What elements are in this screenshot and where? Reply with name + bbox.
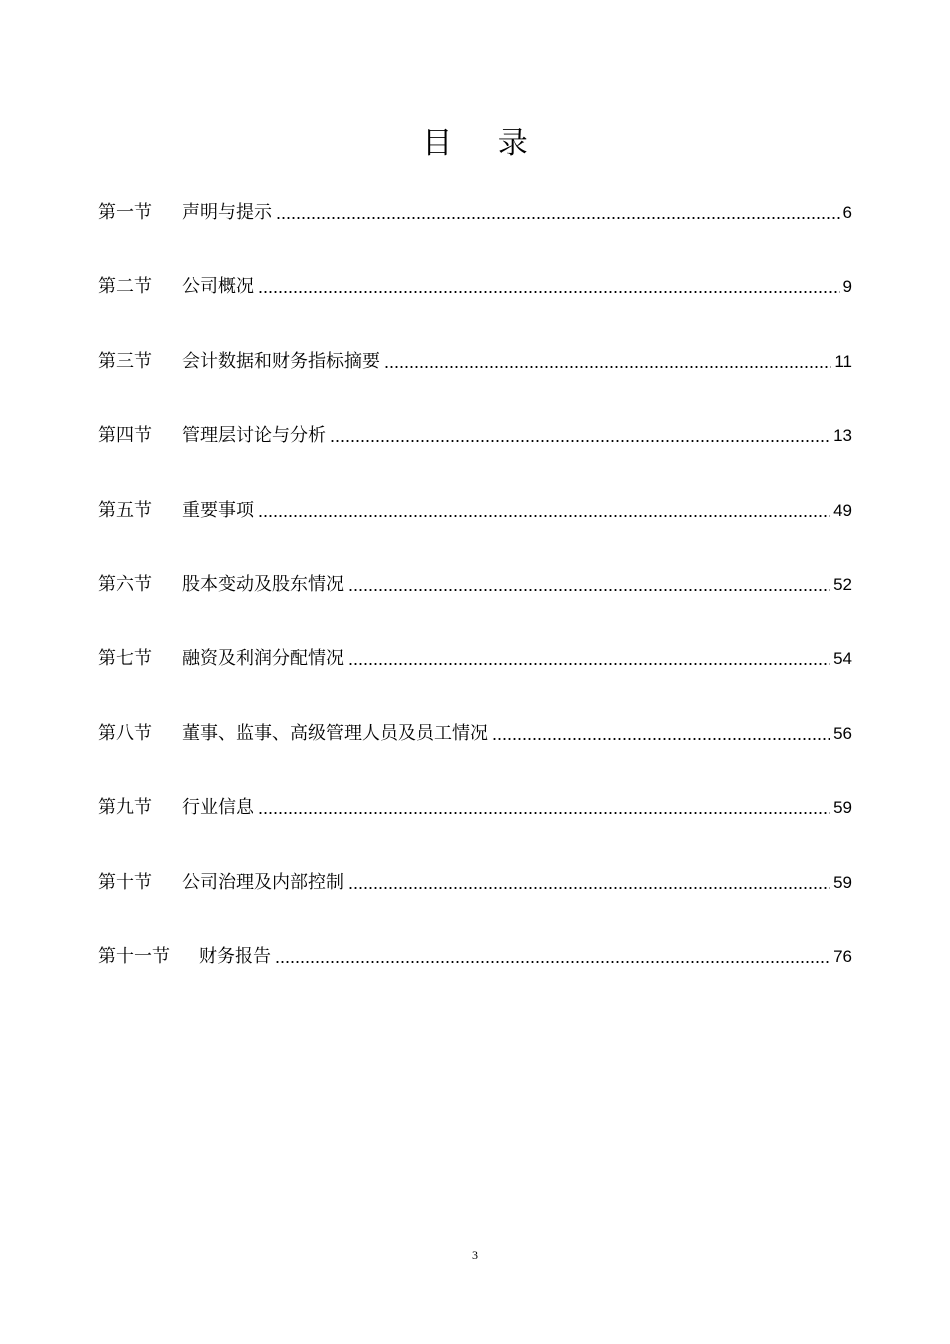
toc-section-title: 股本变动及股东情况 — [182, 573, 344, 595]
toc-section-number: 第八节 — [98, 722, 152, 744]
toc-section-number: 第五节 — [98, 499, 152, 521]
toc-entry[interactable] — [98, 717, 852, 791]
toc-page-number: 59 — [833, 798, 852, 818]
toc-page-number: 13 — [833, 426, 852, 446]
toc-section-number: 第七节 — [98, 648, 152, 670]
toc-section-number: 第十一节 — [98, 945, 170, 967]
toc-dot-leader — [348, 646, 830, 666]
toc-page-number: 59 — [833, 872, 852, 892]
toc-entry[interactable] — [98, 494, 852, 568]
toc-section-title: 公司治理及内部控制 — [182, 871, 344, 893]
toc-dot-leader — [258, 498, 830, 518]
toc-page-number: 76 — [833, 946, 852, 966]
toc-page-number: 52 — [833, 574, 852, 594]
toc-section-title: 董事、监事、高级管理人员及员工情况 — [182, 722, 488, 744]
toc-page-number: 11 — [834, 351, 852, 371]
toc-section-title: 融资及利润分配情况 — [182, 648, 344, 670]
toc-section-number: 第二节 — [98, 276, 152, 298]
toc-entry[interactable] — [98, 791, 852, 865]
toc-entry[interactable] — [98, 196, 852, 270]
toc-dot-leader — [492, 721, 830, 741]
toc-dot-leader — [275, 944, 830, 964]
toc-entry[interactable] — [98, 940, 852, 1014]
toc-title: 目 录 — [422, 126, 546, 161]
toc-dot-leader — [276, 200, 840, 220]
page-number: 3 — [472, 1248, 478, 1262]
toc-entry[interactable] — [98, 568, 852, 642]
toc-section-number: 第六节 — [98, 573, 152, 595]
toc-section-title: 会计数据和财务指标摘要 — [182, 350, 380, 372]
toc-entry[interactable] — [98, 419, 852, 493]
toc-dot-leader — [258, 795, 830, 815]
toc-dot-leader — [330, 423, 830, 443]
toc-section-title: 重要事项 — [182, 499, 254, 521]
toc-page-number: 6 — [842, 203, 852, 222]
toc-section-number: 第十节 — [98, 871, 152, 893]
toc-section-title: 管理层讨论与分析 — [182, 425, 326, 447]
toc-entry[interactable] — [98, 866, 852, 940]
toc-section-title: 声明与提示 — [182, 202, 272, 223]
toc-dot-leader — [258, 274, 840, 294]
toc-entry[interactable] — [98, 642, 852, 716]
toc-page-number: 56 — [833, 723, 852, 743]
toc-section-number: 第三节 — [98, 350, 152, 372]
toc-entry[interactable] — [98, 345, 852, 419]
toc-dot-leader — [348, 870, 830, 890]
toc-list — [98, 196, 852, 1014]
toc-section-number: 第四节 — [98, 425, 152, 447]
toc-page-number: 9 — [842, 277, 852, 297]
toc-page-number: 54 — [833, 649, 852, 669]
toc-dot-leader — [384, 349, 831, 369]
toc-section-number: 第九节 — [98, 797, 152, 819]
toc-section-title: 行业信息 — [182, 797, 254, 819]
toc-page-number: 49 — [833, 500, 852, 520]
toc-section-number: 第一节 — [98, 202, 152, 223]
toc-dot-leader — [348, 572, 830, 592]
toc-section-title: 财务报告 — [199, 945, 271, 967]
toc-entry[interactable] — [98, 270, 852, 344]
toc-section-title: 公司概况 — [182, 276, 254, 298]
